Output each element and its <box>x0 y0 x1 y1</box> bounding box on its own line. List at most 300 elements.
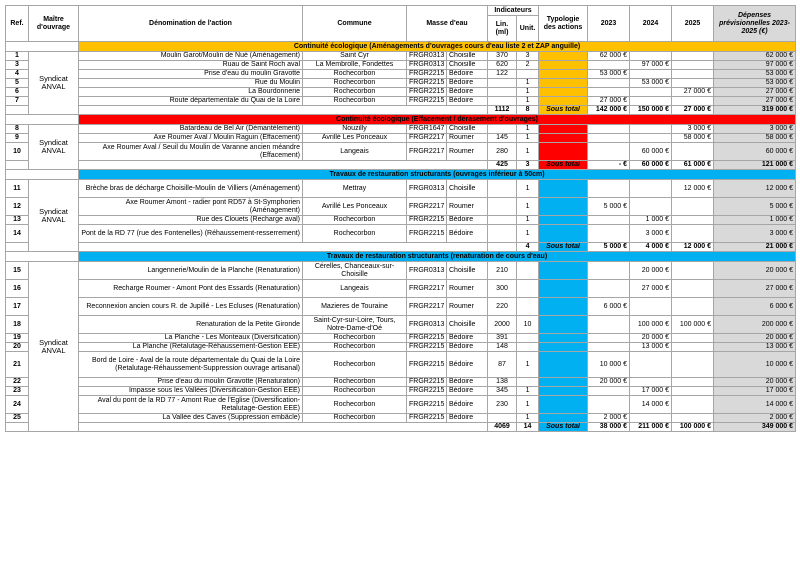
cell-lin: 2000 <box>488 316 517 334</box>
subtotal-2025: 27 000 € <box>672 106 714 115</box>
cell-typologie <box>539 143 588 161</box>
cell-unit: 1 <box>517 396 539 414</box>
cell-ref: 19 <box>6 334 29 343</box>
cell-action: Ruau de Saint Roch aval <box>79 61 303 70</box>
cell-total: 6 000 € <box>714 298 796 316</box>
cell-masse: Bédoire <box>447 79 488 88</box>
cell-total: 60 000 € <box>714 143 796 161</box>
cell-code: FRGR2215 <box>407 225 447 243</box>
subtotal-2023: 38 000 € <box>588 423 630 432</box>
cell-maitre: Syndicat ANVAL <box>29 52 79 115</box>
cell-2024 <box>630 378 672 387</box>
cell-commune: Rochecorbon <box>303 88 407 97</box>
col-2025: 2025 <box>672 6 714 42</box>
cell-lin <box>488 225 517 243</box>
cell-code: FRGR0313 <box>407 61 447 70</box>
cell-unit: 1 <box>517 125 539 134</box>
section-header-blank <box>6 170 79 180</box>
cell-code: FRGR0313 <box>407 316 447 334</box>
cell-commune: Saint Cyr <box>303 52 407 61</box>
cell-typologie <box>539 298 588 316</box>
cell-2025 <box>672 97 714 106</box>
cell-typologie <box>539 396 588 414</box>
cell-ref: 22 <box>6 378 29 387</box>
cell-2025 <box>672 352 714 378</box>
cell-code: FRGR2215 <box>407 396 447 414</box>
cell-masse: Bédoire <box>447 352 488 378</box>
cell-2023 <box>588 280 630 298</box>
cell-masse: Bédoire <box>447 225 488 243</box>
cell-2024: 1 000 € <box>630 216 672 225</box>
cell-lin <box>488 125 517 134</box>
cell-2023 <box>588 79 630 88</box>
cell-masse: Roumer <box>447 280 488 298</box>
cell-lin <box>488 180 517 198</box>
cell-masse: Roumer <box>447 134 488 143</box>
cell-total: 62 000 € <box>714 52 796 61</box>
cell-2025 <box>672 143 714 161</box>
cell-ref: 11 <box>6 180 29 198</box>
cell-2023: 6 000 € <box>588 298 630 316</box>
cell-2023 <box>588 125 630 134</box>
cell-typologie <box>539 216 588 225</box>
cell-2024: 20 000 € <box>630 262 672 280</box>
cell-unit <box>517 280 539 298</box>
cell-unit: 1 <box>517 216 539 225</box>
cell-commune: Langeais <box>303 280 407 298</box>
cell-ref: 20 <box>6 343 29 352</box>
cell-2024 <box>630 70 672 79</box>
cell-masse: Roumer <box>447 198 488 216</box>
section-header-row <box>6 170 796 180</box>
cell-code: FRGR2215 <box>407 387 447 396</box>
cell-2023 <box>588 180 630 198</box>
cell-typologie <box>539 343 588 352</box>
cell-commune: Cérelles, Chanceaux-sur-Choisille <box>303 262 407 280</box>
cell-typologie <box>539 88 588 97</box>
cell-commune: Langeais <box>303 143 407 161</box>
cell-unit: 1 <box>517 198 539 216</box>
col-2024: 2024 <box>630 6 672 42</box>
cell-commune: Saint-Cyr-sur-Loire, Tours, Notre-Dame-d'Oé <box>303 316 407 334</box>
table-row <box>6 79 796 88</box>
cell-code: FRGR2217 <box>407 298 447 316</box>
cell-lin: 620 <box>488 61 517 70</box>
cell-ref: 9 <box>6 134 29 143</box>
table-row <box>6 387 796 396</box>
cell-2025 <box>672 225 714 243</box>
cell-unit: 1 <box>517 387 539 396</box>
cell-2023 <box>588 134 630 143</box>
cell-2025: 58 000 € <box>672 134 714 143</box>
cell-lin: 391 <box>488 334 517 343</box>
cell-ref: 25 <box>6 414 29 423</box>
cell-action: Rue du Moulin <box>79 79 303 88</box>
table-row <box>6 316 796 334</box>
cell-lin: 345 <box>488 387 517 396</box>
cell-lin: 230 <box>488 396 517 414</box>
cell-lin: 210 <box>488 262 517 280</box>
section-header-blank <box>6 115 79 125</box>
table-row <box>6 352 796 378</box>
cell-2023 <box>588 387 630 396</box>
section-title: Continuité écologique (Effacement / dérasement d'ouvrages) <box>79 115 796 125</box>
cell-lin <box>488 198 517 216</box>
cell-code: FRGR2215 <box>407 216 447 225</box>
cell-masse: Bédoire <box>447 97 488 106</box>
cell-2024: 97 000 € <box>630 61 672 70</box>
cell-2023: 2 000 € <box>588 414 630 423</box>
cell-unit: 1 <box>517 143 539 161</box>
table-row <box>6 88 796 97</box>
cell-2024: 20 000 € <box>630 334 672 343</box>
cell-code: FRGR2215 <box>407 70 447 79</box>
cell-code: FRGR0313 <box>407 262 447 280</box>
subtotal-2024: 4 000 € <box>630 243 672 252</box>
cell-2024: 60 000 € <box>630 143 672 161</box>
cell-masse: Bédoire <box>447 343 488 352</box>
cell-masse: Roumer <box>447 298 488 316</box>
cell-unit: 3 <box>517 52 539 61</box>
cell-2023: 20 000 € <box>588 378 630 387</box>
cell-code: FRGR1647 <box>407 125 447 134</box>
col-commune: Commune <box>303 6 407 42</box>
cell-2024: 17 000 € <box>630 387 672 396</box>
subtotal-label: Sous total <box>539 106 588 115</box>
cell-lin: 370 <box>488 52 517 61</box>
subtotal-blank <box>79 106 488 115</box>
cell-lin <box>488 79 517 88</box>
col-unit: Unit. <box>517 16 539 42</box>
cell-action: La Vallée des Caves (Suppression embâcle) <box>79 414 303 423</box>
cell-2025 <box>672 387 714 396</box>
cell-code: FRGR0313 <box>407 180 447 198</box>
cell-2023: 53 000 € <box>588 70 630 79</box>
col-lin: Lin. (ml) <box>488 16 517 42</box>
cell-masse: Choisille <box>447 262 488 280</box>
cell-commune: Mazieres de Touraine <box>303 298 407 316</box>
cell-commune: Rochecorbon <box>303 216 407 225</box>
cell-ref: 3 <box>6 61 29 70</box>
cell-typologie <box>539 387 588 396</box>
cell-2024: 53 000 € <box>630 79 672 88</box>
table-row <box>6 52 796 61</box>
cell-total: 20 000 € <box>714 378 796 387</box>
subtotal-lin: 1112 <box>488 106 517 115</box>
col-maitre: Maître d'ouvrage <box>29 6 79 42</box>
table-row <box>6 262 796 280</box>
cell-2025 <box>672 216 714 225</box>
cell-2023 <box>588 396 630 414</box>
cell-masse: Bédoire <box>447 334 488 343</box>
cell-typologie <box>539 262 588 280</box>
subtotal-row <box>6 106 796 115</box>
cell-2025 <box>672 414 714 423</box>
col-2023: 2023 <box>588 6 630 42</box>
cell-masse: Bédoire <box>447 387 488 396</box>
cell-ref: 16 <box>6 280 29 298</box>
cell-ref: 15 <box>6 262 29 280</box>
cell-commune: Rochecorbon <box>303 334 407 343</box>
cell-action: Moulin Garot/Moulin de Nué (Aménagement) <box>79 52 303 61</box>
cell-2025 <box>672 280 714 298</box>
table-row <box>6 180 796 198</box>
cell-2024 <box>630 414 672 423</box>
cell-typologie <box>539 280 588 298</box>
cell-action: Brèche bras de décharge Choisille-Moulin de Villiers (Aménagement) <box>79 180 303 198</box>
section-header-row <box>6 42 796 52</box>
section-title: Continuité écologique (Aménagements d'ouvrages cours d'eau liste 2 et ZAP anguille) <box>79 42 796 52</box>
table-row <box>6 61 796 70</box>
cell-total: 27 000 € <box>714 280 796 298</box>
cell-total: 13 000 € <box>714 343 796 352</box>
cell-code: FRGR2215 <box>407 88 447 97</box>
subtotal-ref-blank <box>6 106 29 115</box>
cell-code: FRGR2215 <box>407 378 447 387</box>
cell-action: Prise d'eau du moulin Gravotte (Renaturation) <box>79 378 303 387</box>
cell-action: Axe Roumer Amont - radier pont RD57 à St-Symphorien (Aménagement) <box>79 198 303 216</box>
cell-commune: Rochecorbon <box>303 387 407 396</box>
subtotal-label: Sous total <box>539 243 588 252</box>
cell-ref: 23 <box>6 387 29 396</box>
cell-code: FRGR2215 <box>407 79 447 88</box>
cell-2025 <box>672 70 714 79</box>
cell-unit: 10 <box>517 316 539 334</box>
table-row <box>6 134 796 143</box>
cell-masse: Choisille <box>447 61 488 70</box>
cell-lin: 122 <box>488 70 517 79</box>
cell-2025 <box>672 378 714 387</box>
cell-masse: Bédoire <box>447 378 488 387</box>
cell-typologie <box>539 334 588 343</box>
subtotal-2024: 150 000 € <box>630 106 672 115</box>
subtotal-unit: 8 <box>517 106 539 115</box>
subtotal-unit: 3 <box>517 161 539 170</box>
cell-action: Langennerie/Moulin de la Planche (Renaturation) <box>79 262 303 280</box>
subtotal-row <box>6 423 796 432</box>
col-depenses: Dépenses prévisionnelles 2023-2025 (€) <box>714 6 796 42</box>
cell-total: 10 000 € <box>714 352 796 378</box>
cell-2024 <box>630 97 672 106</box>
subtotal-ref-blank <box>6 243 29 252</box>
cell-total: 5 000 € <box>714 198 796 216</box>
subtotal-unit: 4 <box>517 243 539 252</box>
cell-2025 <box>672 334 714 343</box>
cell-total: 97 000 € <box>714 61 796 70</box>
cell-ref: 13 <box>6 216 29 225</box>
cell-typologie <box>539 97 588 106</box>
cell-2023 <box>588 316 630 334</box>
table-row <box>6 280 796 298</box>
cell-unit: 1 <box>517 134 539 143</box>
subtotal-total: 349 000 € <box>714 423 796 432</box>
subtotal-2023: 142 000 € <box>588 106 630 115</box>
cell-maitre: Syndicat ANVAL <box>29 180 79 252</box>
table-row <box>6 198 796 216</box>
cell-action: La Planche - Les Monteaux (Diversification) <box>79 334 303 343</box>
cell-2023 <box>588 61 630 70</box>
cell-2023 <box>588 334 630 343</box>
cell-code: FRGR2217 <box>407 134 447 143</box>
table-row <box>6 334 796 343</box>
cell-unit: 1 <box>517 97 539 106</box>
cell-typologie <box>539 352 588 378</box>
cell-masse: Choisille <box>447 316 488 334</box>
table-row <box>6 70 796 79</box>
cell-lin: 148 <box>488 343 517 352</box>
cell-unit <box>517 262 539 280</box>
cell-2024: 3 000 € <box>630 225 672 243</box>
cell-action: Rue des Clouets (Recharge aval) <box>79 216 303 225</box>
cell-ref: 5 <box>6 79 29 88</box>
table-row <box>6 97 796 106</box>
cell-action: La Bourdonnerie <box>79 88 303 97</box>
cell-2023: 27 000 € <box>588 97 630 106</box>
cell-commune: Rochecorbon <box>303 352 407 378</box>
cell-2025 <box>672 52 714 61</box>
subtotal-total: 319 000 € <box>714 106 796 115</box>
subtotal-2023: 5 000 € <box>588 243 630 252</box>
table-row <box>6 298 796 316</box>
subtotal-ref-blank <box>6 161 29 170</box>
cell-commune: Rochecorbon <box>303 79 407 88</box>
cell-code: FRGR2217 <box>407 143 447 161</box>
cell-2025: 3 000 € <box>672 125 714 134</box>
cell-unit <box>517 378 539 387</box>
subtotal-unit: 14 <box>517 423 539 432</box>
cell-total: 27 000 € <box>714 97 796 106</box>
table-row <box>6 414 796 423</box>
cell-2025 <box>672 396 714 414</box>
cell-code: FRGR2215 <box>407 97 447 106</box>
subtotal-2024: 211 000 € <box>630 423 672 432</box>
cell-total: 53 000 € <box>714 70 796 79</box>
cell-commune: Nouzilly <box>303 125 407 134</box>
cell-total: 20 000 € <box>714 262 796 280</box>
cell-masse: Bédoire <box>447 70 488 79</box>
cell-typologie <box>539 414 588 423</box>
cell-typologie <box>539 180 588 198</box>
cell-2023: 62 000 € <box>588 52 630 61</box>
subtotal-2025: 61 000 € <box>672 161 714 170</box>
cell-code: FRGR2217 <box>407 280 447 298</box>
cell-2025: 100 000 € <box>672 316 714 334</box>
cell-typologie <box>539 61 588 70</box>
cell-lin: 138 <box>488 378 517 387</box>
cell-maitre: Syndicat ANVAL <box>29 125 79 170</box>
cell-typologie <box>539 134 588 143</box>
cell-2023: 5 000 € <box>588 198 630 216</box>
subtotal-2023: - € <box>588 161 630 170</box>
cell-typologie <box>539 225 588 243</box>
cell-commune: Rochecorbon <box>303 225 407 243</box>
cell-2024: 13 000 € <box>630 343 672 352</box>
cell-commune: Avrillé Les Ponceaux <box>303 134 407 143</box>
cell-total: 58 000 € <box>714 134 796 143</box>
section-header-row <box>6 252 796 262</box>
cell-ref: 1 <box>6 52 29 61</box>
cell-action: Aval du pont de la RD 77 - Amont Rue de l'Eglise (Diversification-Retalutage-Gestion EEE) <box>79 396 303 414</box>
cell-ref: 14 <box>6 225 29 243</box>
cell-lin <box>488 88 517 97</box>
subtotal-total: 21 000 € <box>714 243 796 252</box>
cell-2025: 12 000 € <box>672 180 714 198</box>
cell-2023 <box>588 88 630 97</box>
cell-lin: 280 <box>488 143 517 161</box>
section-header-blank <box>6 252 79 262</box>
cell-2023: 10 000 € <box>588 352 630 378</box>
subtotal-ref-blank <box>6 423 29 432</box>
subtotal-blank <box>79 423 488 432</box>
cell-ref: 24 <box>6 396 29 414</box>
cell-typologie <box>539 198 588 216</box>
cell-commune: Rochecorbon <box>303 396 407 414</box>
cell-action: Renaturation de la Petite Gironde <box>79 316 303 334</box>
cell-2024 <box>630 352 672 378</box>
cell-2024: 27 000 € <box>630 280 672 298</box>
cell-unit: 2 <box>517 61 539 70</box>
cell-action: Impasse sous les Vallées (Diversification-Gestion EEE) <box>79 387 303 396</box>
cell-2024 <box>630 134 672 143</box>
cell-2023 <box>588 343 630 352</box>
cell-commune: Rochecorbon <box>303 70 407 79</box>
cell-action: Bord de Loire - Aval de la route départementale du Quai de la Loire (Retalutage-Réhaussement-Suppression ouvrage artisanal) <box>79 352 303 378</box>
subtotal-2025: 100 000 € <box>672 423 714 432</box>
cell-ref: 17 <box>6 298 29 316</box>
cell-code: FRGR2215 <box>407 414 447 423</box>
cell-total: 20 000 € <box>714 334 796 343</box>
cell-total: 27 000 € <box>714 88 796 97</box>
cell-action: Prise d'eau du moulin Gravotte <box>79 70 303 79</box>
cell-typologie <box>539 125 588 134</box>
cell-ref: 12 <box>6 198 29 216</box>
section-title: Travaux de restauration structurants (ouvrages inférieur à 50cm) <box>79 170 796 180</box>
cell-2024: 14 000 € <box>630 396 672 414</box>
cell-code: FRGR2215 <box>407 343 447 352</box>
cell-ref: 6 <box>6 88 29 97</box>
cell-masse: Bédoire <box>447 88 488 97</box>
table-row <box>6 343 796 352</box>
cell-code: FRGR2215 <box>407 352 447 378</box>
subtotal-blank <box>79 243 488 252</box>
cell-unit: 1 <box>517 352 539 378</box>
subtotal-row <box>6 161 796 170</box>
cell-action: Pont de la RD 77 (rue des Fontenelles) (Réhaussement-resserrement) <box>79 225 303 243</box>
cell-lin <box>488 216 517 225</box>
cell-action: Reconnexion ancien cours R. de Jupillé - Les Ecluses (Renaturation) <box>79 298 303 316</box>
cell-typologie <box>539 79 588 88</box>
cell-masse: Choisille <box>447 125 488 134</box>
cell-masse: Bédoire <box>447 396 488 414</box>
cell-commune: Mettray <box>303 180 407 198</box>
cell-2025 <box>672 79 714 88</box>
cell-unit: 1 <box>517 88 539 97</box>
cell-ref: 21 <box>6 352 29 378</box>
cell-2023 <box>588 225 630 243</box>
cell-action: Axe Roumer Aval / Seuil du Moulin de Varanne ancien méandre (Effacement) <box>79 143 303 161</box>
subtotal-label: Sous total <box>539 423 588 432</box>
table-row <box>6 378 796 387</box>
subtotal-total: 121 000 € <box>714 161 796 170</box>
subtotal-label: Sous total <box>539 161 588 170</box>
cell-total: 14 000 € <box>714 396 796 414</box>
cell-lin: 300 <box>488 280 517 298</box>
cell-total: 12 000 € <box>714 180 796 198</box>
cell-total: 2 000 € <box>714 414 796 423</box>
cell-ref: 18 <box>6 316 29 334</box>
cell-action: Batardeau de Bel Air (Démantèlement) <box>79 125 303 134</box>
subtotal-lin: 4069 <box>488 423 517 432</box>
